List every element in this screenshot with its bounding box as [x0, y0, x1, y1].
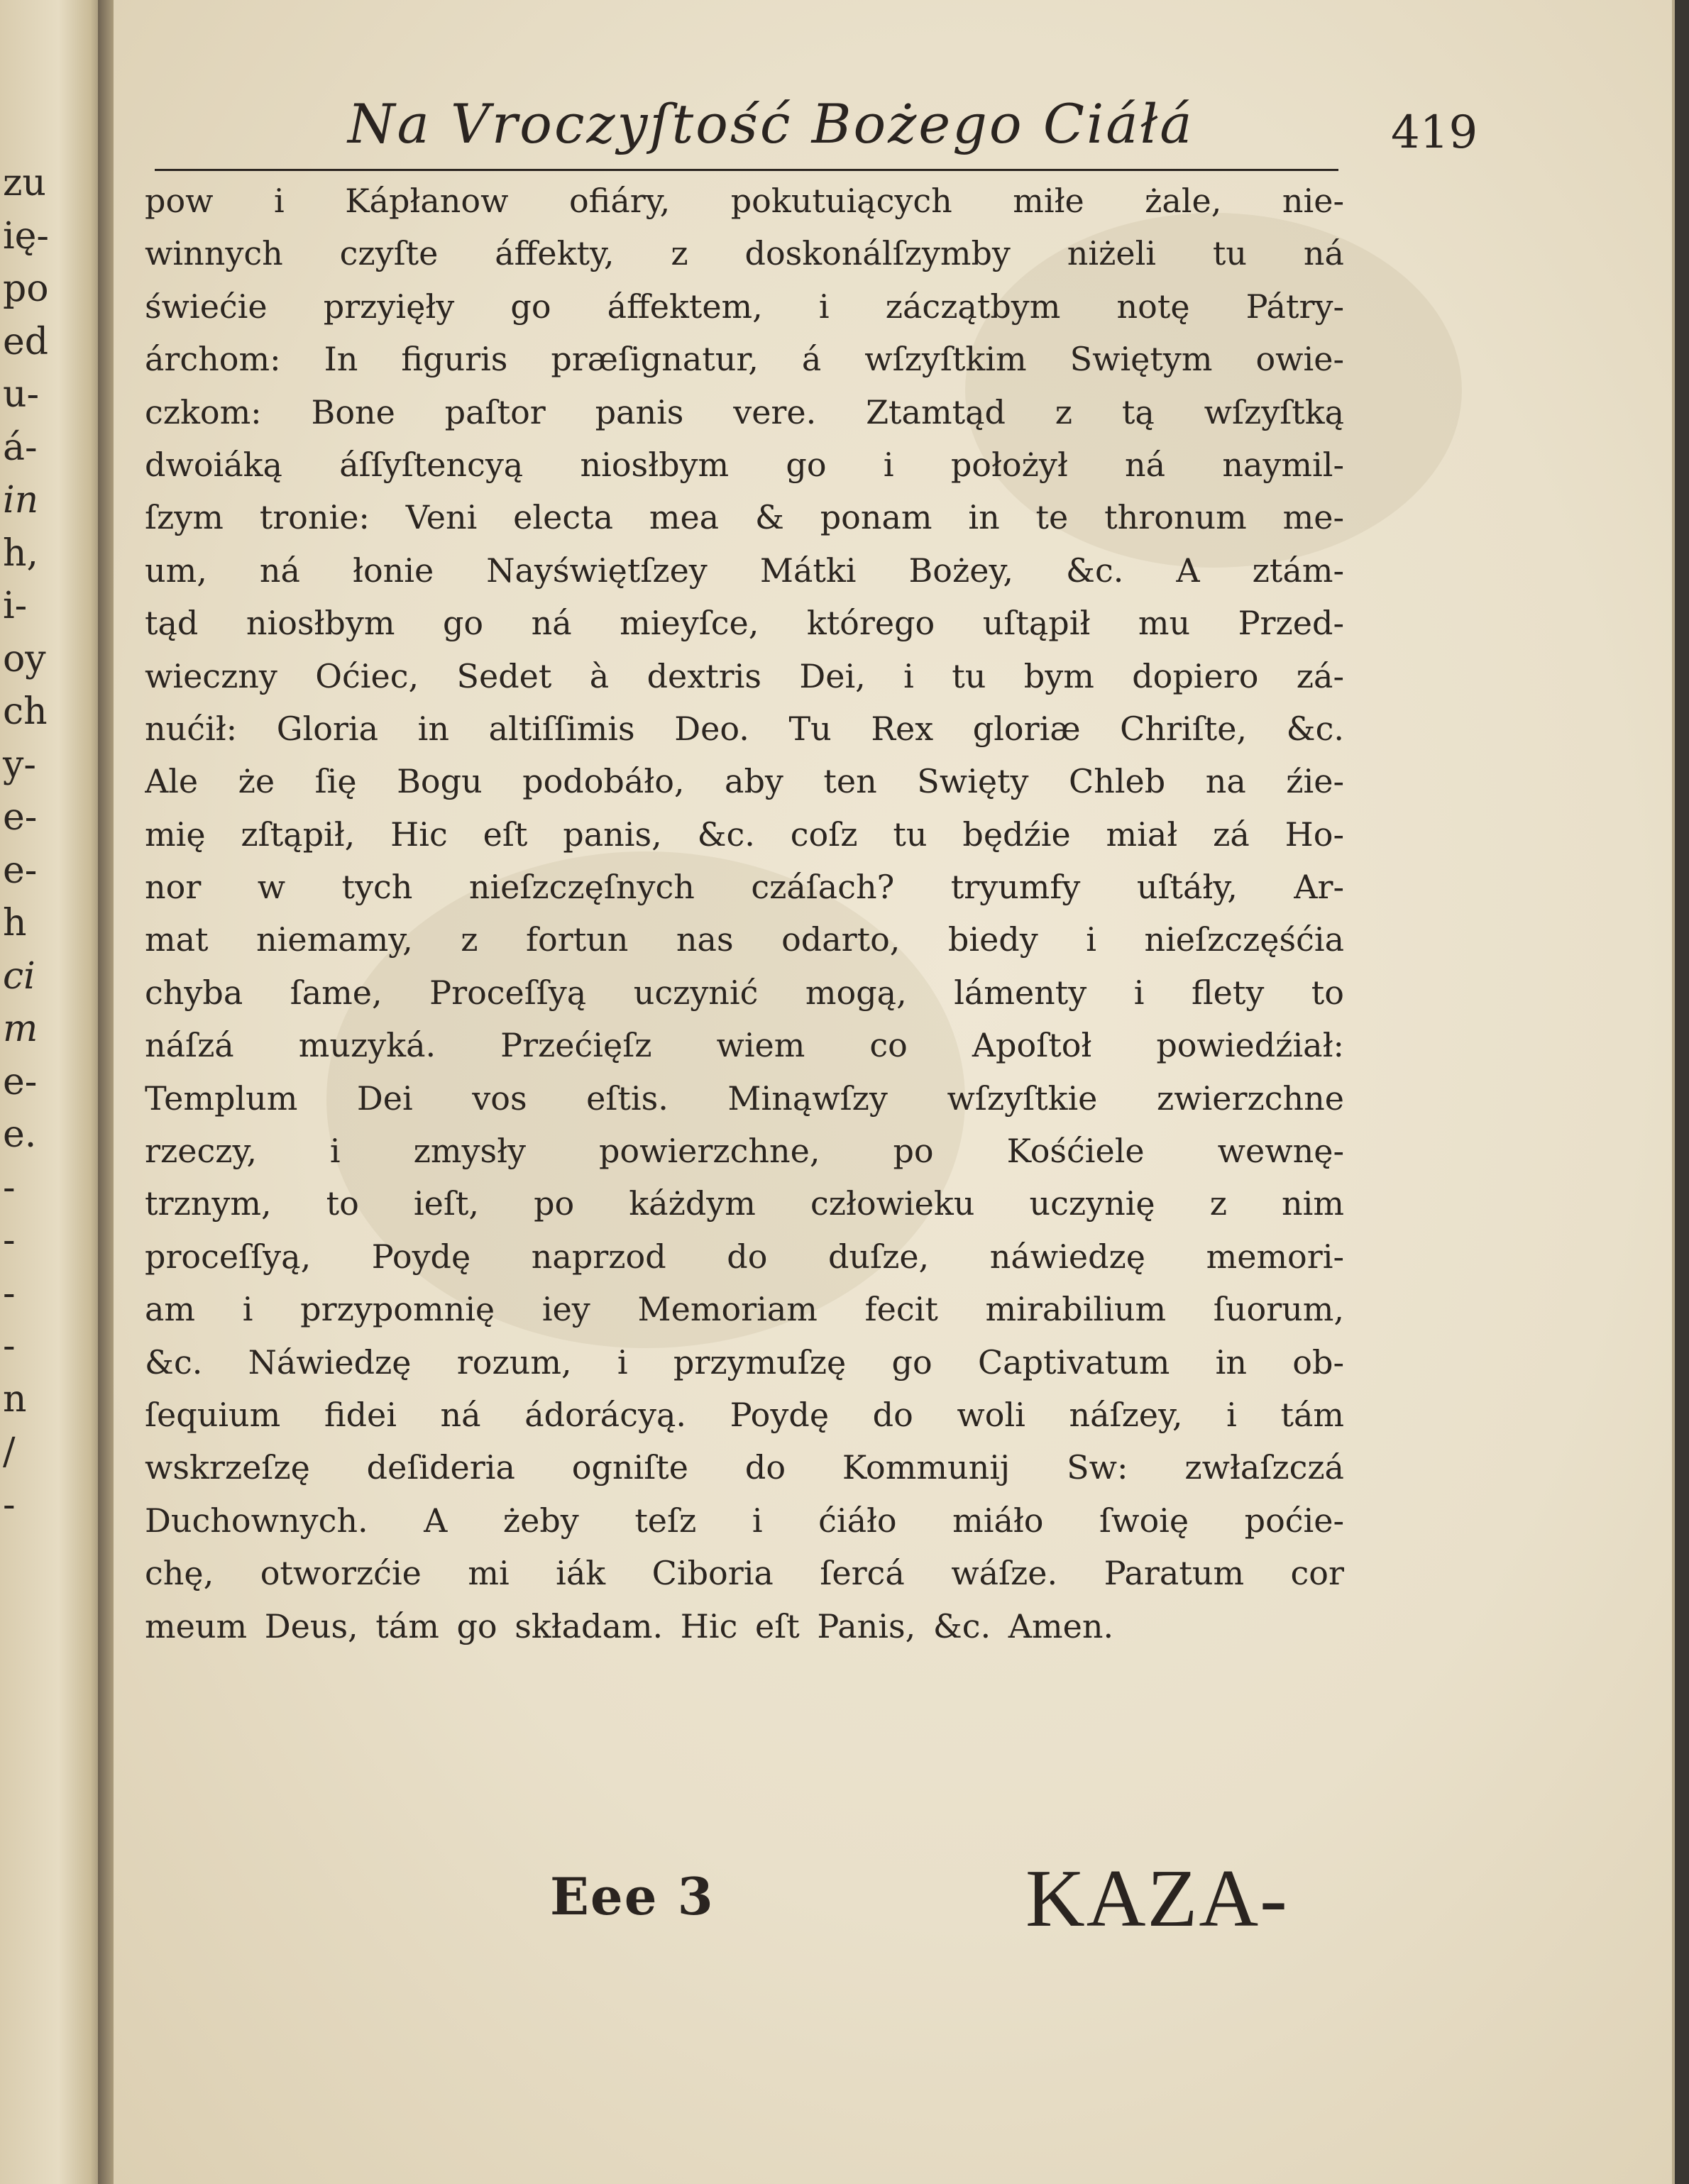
left-page-fragment: e.: [3, 1113, 37, 1156]
text-line: &c. Náwiedzę rozum, i przymuſzę go Captivatum in ob-: [145, 1342, 1344, 1381]
text-line: árchom: In figuris præſignatur, á wſzyſtkim Swiętym owie-: [145, 340, 1344, 379]
text-line: rzeczy, i zmysły powierzchne, po Kośćiele wewnę-: [145, 1132, 1344, 1171]
left-page-fragment: e-: [3, 796, 38, 839]
text-line: dwoiáką áſſyſtencyą niosłbym go i położył ná naymil-: [145, 445, 1344, 484]
left-page-fragment: ię-: [3, 214, 49, 258]
text-line: proceſſyą, Poydę naprzod do duſze, náwiedzę memori-: [145, 1237, 1344, 1276]
text-line: Ale że ſię Bogu podobáło, aby ten Swięty Chleb na źie-: [145, 762, 1344, 801]
header-rule: [155, 169, 1338, 171]
running-title: Na Vroczyſtość Bożego Ciáłá: [348, 92, 1194, 155]
left-page-fragment: ch: [3, 690, 48, 733]
text-line: náſzá muzyká. Przećięſz wiem co Apoſtoł powiedźiał:: [145, 1026, 1344, 1065]
text-line: mat niemamy, z fortun nas odarto, biedy i nieſzczęśćia: [145, 920, 1344, 959]
left-page-fragment: -: [3, 1325, 16, 1367]
left-page-fragment: in: [3, 479, 39, 522]
text-line: czkom: Bone paſtor panis vere. Ztamtąd z tą wſzyſtką: [145, 392, 1344, 431]
left-page-fragment: h: [3, 902, 27, 944]
left-page-fragment: -: [3, 1166, 16, 1209]
text-line: nućił: Gloria in altiſſimis Deo. Tu Rex gloriæ Chriſte, &c.: [145, 709, 1344, 748]
text-line: tąd niosłbym go ná mieyſce, którego uſtąpił mu Przed-: [145, 604, 1344, 643]
text-line: mię zſtąpił, Hic eſt panis, &c. coſz tu będźie miał zá Ho-: [145, 815, 1344, 854]
text-line: wskrzeſzę deſideria ogniſte do Kommunij Sw: zwłaſzczá: [145, 1448, 1344, 1487]
left-page-fragment: ed: [3, 320, 49, 363]
left-page-fragment: zu: [3, 162, 46, 204]
signature-mark: Eee 3: [550, 1866, 715, 1926]
text-line: nor w tych nieſzczęſnych czáſach? tryumfy uſtáły, Ar-: [145, 868, 1344, 907]
text-line: trznym, to ieſt, po káżdym człowieku uczynię z nim: [145, 1184, 1344, 1223]
text-line: chę, otworzćie mi iák Ciboria ſercá wáſze. Paratum cor: [145, 1554, 1344, 1593]
text-line: świećie przyięły go áffektem, i záczątbym notę Pátry-: [145, 287, 1344, 326]
text-line: wieczny Oćiec, Sedet à dextris Dei, i tu bym dopiero zá-: [145, 656, 1344, 695]
left-page-fragment: -: [3, 1272, 16, 1315]
body-text: [145, 175, 1344, 1653]
left-page-fragment: h,: [3, 531, 39, 575]
catchword: KAZA-: [1025, 1853, 1289, 1944]
left-page-fragment: /: [3, 1430, 16, 1473]
left-page-fragment: n: [3, 1377, 27, 1421]
left-page-fragment: á-: [3, 426, 38, 469]
page: [114, 0, 1675, 2184]
left-page-fragment: po: [3, 268, 49, 310]
text-line: meum Deus, tám go składam. Hic eſt Panis, &c. Amen.: [145, 1606, 1114, 1645]
page-number: 419: [1391, 106, 1478, 159]
text-line: chyba ſame, Proceſſyą uczynić mogą, lámenty i flety to: [145, 973, 1344, 1012]
text-line: um, ná łonie Nayświętſzey Mátki Bożey, &c. A ztám-: [145, 551, 1344, 590]
text-line: am i przypomnię iey Memoriam fecit mirabilium ſuorum,: [145, 1290, 1344, 1329]
left-page-fragment: e-: [3, 849, 38, 892]
text-line: ſequium fidei ná ádorácyą. Poydę do woli náſzey, i tám: [145, 1395, 1344, 1434]
text-line: Templum Dei vos eſtis. Minąwſzy wſzyſtkie zwierzchne: [145, 1079, 1344, 1118]
left-page-fragment: -: [3, 1219, 16, 1262]
left-page-fragment: m: [3, 1008, 38, 1050]
left-page-fragment: u-: [3, 373, 40, 416]
text-line: Duchownych. A żeby teſz i ćiáło miáło ſwoię poćie-: [145, 1501, 1344, 1540]
left-page-fragment: oy: [3, 637, 46, 680]
left-page-fragment: ci: [3, 954, 35, 998]
left-page-fragment: e-: [3, 1060, 38, 1103]
text-line: pow i Kápłanow ofiáry, pokutuiących miłe żale, nie-: [145, 182, 1344, 220]
text-line: ſzym tronie: Veni electa mea & ponam in te thronum me-: [145, 498, 1344, 537]
left-page-fragment: -: [3, 1483, 16, 1526]
left-page-edge: [0, 0, 106, 2184]
text-line: winnych czyſte áffekty, z doskonálſzymby niżeli tu ná: [145, 234, 1344, 273]
left-page-fragment: i-: [3, 585, 28, 627]
left-page-fragment: y-: [3, 743, 36, 786]
